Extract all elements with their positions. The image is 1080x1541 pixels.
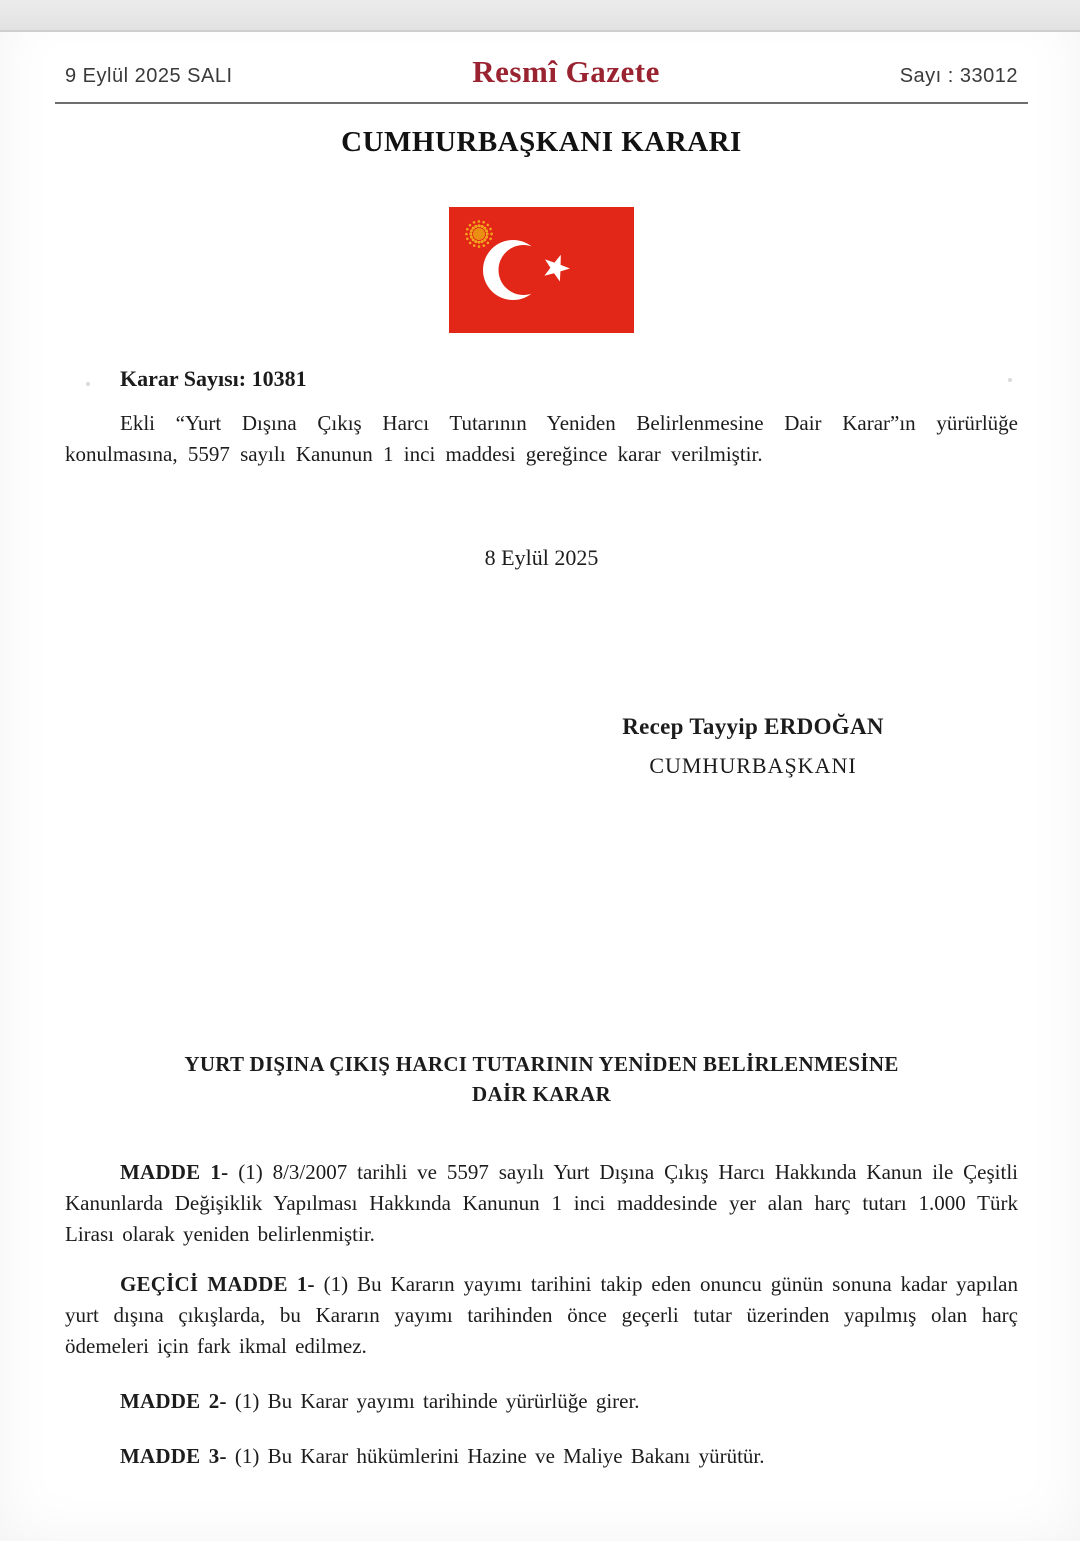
decree-body-paragraph: Ekli “Yurt Dışına Çıkış Harcı Tutarının Yeniden Belirlenmesine Dair Karar”ın yürürlüğe konulmasına, 5597 sayılı Kanunun 1 inci maddesi gereğince karar verilmiştir. <box>65 411 1018 466</box>
scan-artifact-dot <box>86 382 90 386</box>
issue-number: Sayı : 33012 <box>899 65 1018 87</box>
annex-heading <box>65 1049 1018 1109</box>
document-body <box>0 54 1080 1472</box>
article-lead: GEÇİCİ MADDE 1- <box>120 1272 315 1296</box>
article-lead: MADDE 3- <box>120 1444 227 1468</box>
article-lead: MADDE 2- <box>120 1389 227 1413</box>
gazette-title: Resmî Gazete <box>472 54 660 89</box>
flag-container <box>65 207 1018 338</box>
article-text: (1) Bu Karar hükümlerini Hazine ve Maliye Bakanı yürütür. <box>226 1444 765 1468</box>
annex-heading-line1: YURT DIŞINA ÇIKIŞ HARCI TUTARININ YENİDEN BELİRLENMESİNE <box>184 1052 899 1076</box>
masthead <box>65 54 1018 90</box>
turkish-presidential-flag-image <box>449 207 634 333</box>
signature-title: CUMHURBAŞKANI <box>649 753 857 778</box>
signature-name: Recep Tayyip ERDOĞAN <box>622 714 884 739</box>
scan-top-bar <box>0 0 1080 32</box>
decree-date: 8 Eylül 2025 <box>484 545 599 570</box>
article-text: (1) 8/3/2007 tarihli ve 5597 sayılı Yurt Dışına Çıkış Harcı Hakkında Kanun ile Çeşitli Kanunlarda Değişiklik Yapılması Hakkında Kanunun 1 inci maddesinde yer alan harç tutarı 1.000 Türk Lirası olarak yeniden belirlenmiştir. <box>65 1160 1018 1246</box>
masthead-divider <box>55 102 1028 104</box>
article-gecici-madde-1 <box>65 1269 1018 1362</box>
crescent-inner <box>499 245 549 295</box>
decree-title: CUMHURBAŞKANI KARARI <box>341 126 742 158</box>
article-text: (1) Bu Kararın yayımı tarihini takip eden onuncu günün sonuna kadar yapılan yurt dışına çıkışlarda, bu Kararın yayımı tarihinden önce geçerli tutar üzerinden yapılmış olan harç ödemeleri için fark ikmal edilmez. <box>65 1272 1018 1358</box>
article-lead: MADDE 1- <box>120 1160 229 1184</box>
annex-heading-line2: DAİR KARAR <box>472 1082 611 1106</box>
presidential-sun-icon <box>466 221 491 246</box>
issue-date: 9 Eylül 2025 SALI <box>65 65 233 87</box>
signature-block <box>593 714 913 779</box>
article-madde-3 <box>65 1441 1018 1472</box>
decision-number: Karar Sayısı: 10381 <box>120 366 307 391</box>
scan-artifact-dot <box>1008 378 1012 382</box>
article-madde-1 <box>65 1157 1018 1250</box>
article-text: (1) Bu Karar yayımı tarihinde yürürlüğe girer. <box>226 1389 640 1413</box>
article-madde-2 <box>65 1386 1018 1417</box>
